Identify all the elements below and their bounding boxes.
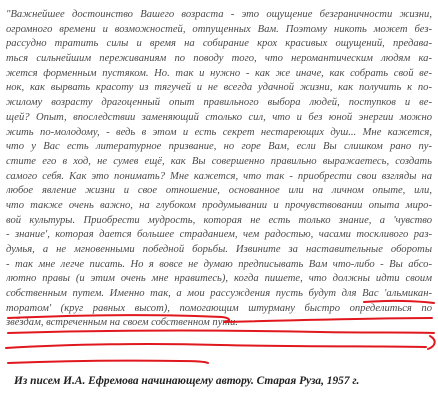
quote-line: рассудно тратить силы и время на собирание крох красивых ощущений, предава- (6, 38, 432, 50)
quote-line: торатом' (круг равных высот), помогающим штурману быстро определиться по (6, 302, 432, 314)
quote-line: жилому возрасту драгоценный опыт правильного выбора людей, поступков и ве- (6, 97, 432, 109)
quote-line: жется форменным пустяком. Но. так и нужно - как же иначе, как собрать свой ве- (6, 67, 432, 79)
quote-line: стите его в ход, не сумев ещё, как Вы совершенно правильно выражаетесь, создать (6, 155, 432, 167)
quote-line: - знание', которая дается большее страданием, чем радостью, часами тоскливого раз- (6, 229, 432, 241)
source-caption: Из писем И.А. Ефремова начинающему автору. Старая Руза, 1957 г. (14, 375, 360, 387)
quote-line: щей? Опыт, впоследствии заменяющий столько сил, что и без юной энергии можно (6, 111, 432, 123)
quote-line: собственным путем. Именно так, а мои рассуждения пусть будут для Вас 'альмикан- (6, 288, 432, 300)
red-underline-stroke (6, 344, 426, 348)
quote-line: "Важнейшее достоинство Вашего возраста - это ощущение безграничности жизни, (6, 9, 432, 20)
quote-paragraph (6, 8, 432, 331)
quote-line: - так мне легче писать. Но я вовсе не думаю предписывать Вам что-либо - Вы абсо- (6, 258, 432, 270)
quote-line: нок, как вырвать красоту из тягучей и не всегда удачной жизни, как получить к по- (6, 82, 432, 94)
red-underline-stroke (428, 336, 435, 349)
quote-line: лютно правы (и этим очень мне нравитесь), когда пишете, что должны идти своим (6, 273, 432, 285)
quote-line: ться сильнейшим переживаниям по поводу того, что неромантическим людям ка- (6, 53, 432, 65)
quote-line: самого себя. Как это понимать? Мне кажется, что так - приобрести свои взгляды на (6, 170, 432, 182)
quote-line: любое явление жизни и свое отношение, основанное или на личном опыте, или, (6, 185, 432, 197)
quote-line: что у Вас есть литературное призвание, но горе Вам, если Вы слишком рано пу- (6, 141, 432, 153)
quote-line: жить по-молодому, - ведь в этом и есть секрет нестареющих душ... Мне кажется, (6, 126, 432, 138)
quote-line: что также очень важно, на глубоком продумывании и прочувствовании опыта миро- (6, 199, 432, 211)
quote-line: вой культуры. Приобрести мудрость, которая не есть только знание, а 'чувство (6, 214, 432, 226)
quote-line: думья, а не мгновенными победной борьбы. Извините за наставительные обороты (6, 244, 432, 255)
red-underline-stroke (8, 361, 208, 363)
quote-line: звёздам, встреченным на своем собственном пути. (6, 317, 239, 329)
quote-line: огромного времени и возможностей, отпущенных Вам. Поэтому никоть может без- (6, 23, 432, 35)
